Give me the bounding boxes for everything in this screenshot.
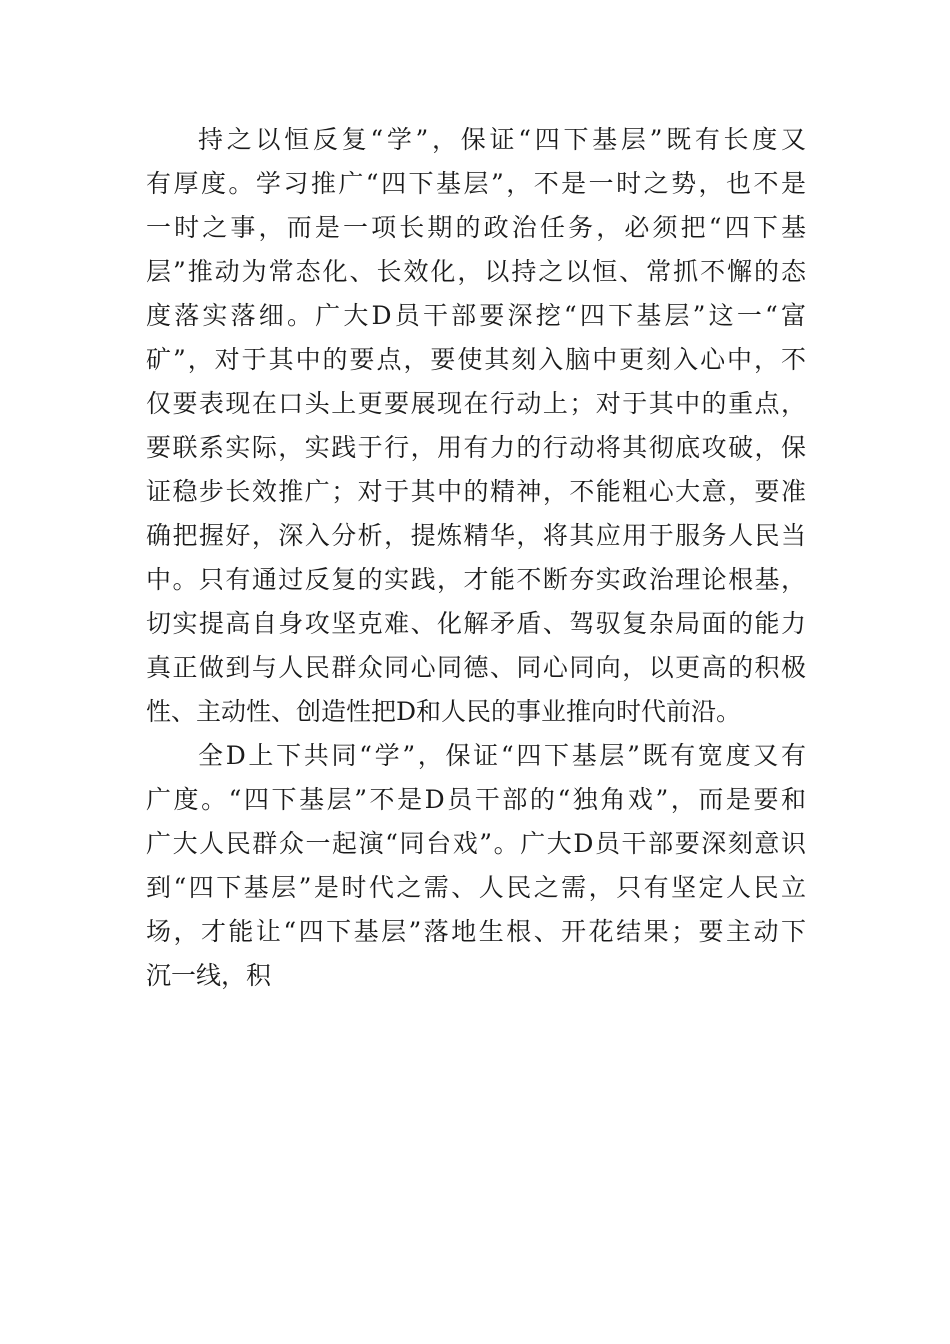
document-body [146, 118, 806, 998]
paragraph-line: 要联系实际，实践于行，用有力的行动将其彻底攻破，保 [146, 433, 806, 462]
paragraph-line: 持之以恒反复“学”，保证“四下基层”既有长度又 [198, 125, 806, 154]
paragraph-line: 有厚度。学习推广“四下基层”，不是一时之势，也不是 [146, 169, 806, 198]
paragraph-2 [146, 734, 806, 998]
paragraph-line: 真正做到与人民群众同心同德、同心同向，以更高的积极 [146, 653, 806, 682]
paragraph-line: 全D上下共同“学”，保证“四下基层”既有宽度又有 [198, 741, 806, 770]
paragraph-line: 切实提高自身攻坚克难、化解矛盾、驾驭复杂局面的能力 [146, 609, 806, 638]
paragraph-1 [146, 118, 806, 734]
paragraph-line: 场，才能让“四下基层”落地生根、开花结果；要主动下 [146, 917, 806, 946]
paragraph-line: 广大人民群众一起演“同台戏”。广大D员干部要深刻意识 [146, 829, 806, 858]
paragraph-line: 层”推动为常态化、长效化，以持之以恒、常抓不懈的态 [146, 257, 806, 286]
paragraph-line: 证稳步长效推广；对于其中的精神，不能粗心大意，要准 [146, 477, 806, 506]
paragraph-line: 广度。“四下基层”不是D员干部的“独角戏”，而是要和 [146, 785, 806, 814]
paragraph-line: 一时之事，而是一项长期的政治任务，必须把“四下基 [146, 213, 806, 242]
paragraph-line: 确把握好，深入分析，提炼精华，将其应用于服务人民当 [146, 521, 806, 550]
paragraph-line: 到“四下基层”是时代之需、人民之需，只有坚定人民立 [146, 873, 806, 902]
paragraph-line: 仅要表现在口头上更要展现在行动上；对于其中的重点， [146, 389, 806, 418]
paragraph-line: 沉一线，积 [146, 961, 272, 990]
paragraph-line: 性、主动性、创造性把D和人民的事业推向时代前沿。 [146, 697, 742, 726]
paragraph-line: 矿”，对于其中的要点，要使其刻入脑中更刻入心中，不 [146, 345, 806, 374]
paragraph-line: 度落实落细。广大D员干部要深挖“四下基层”这一“富 [146, 301, 806, 330]
paragraph-line: 中。只有通过反复的实践，才能不断夯实政治理论根基， [146, 565, 806, 594]
